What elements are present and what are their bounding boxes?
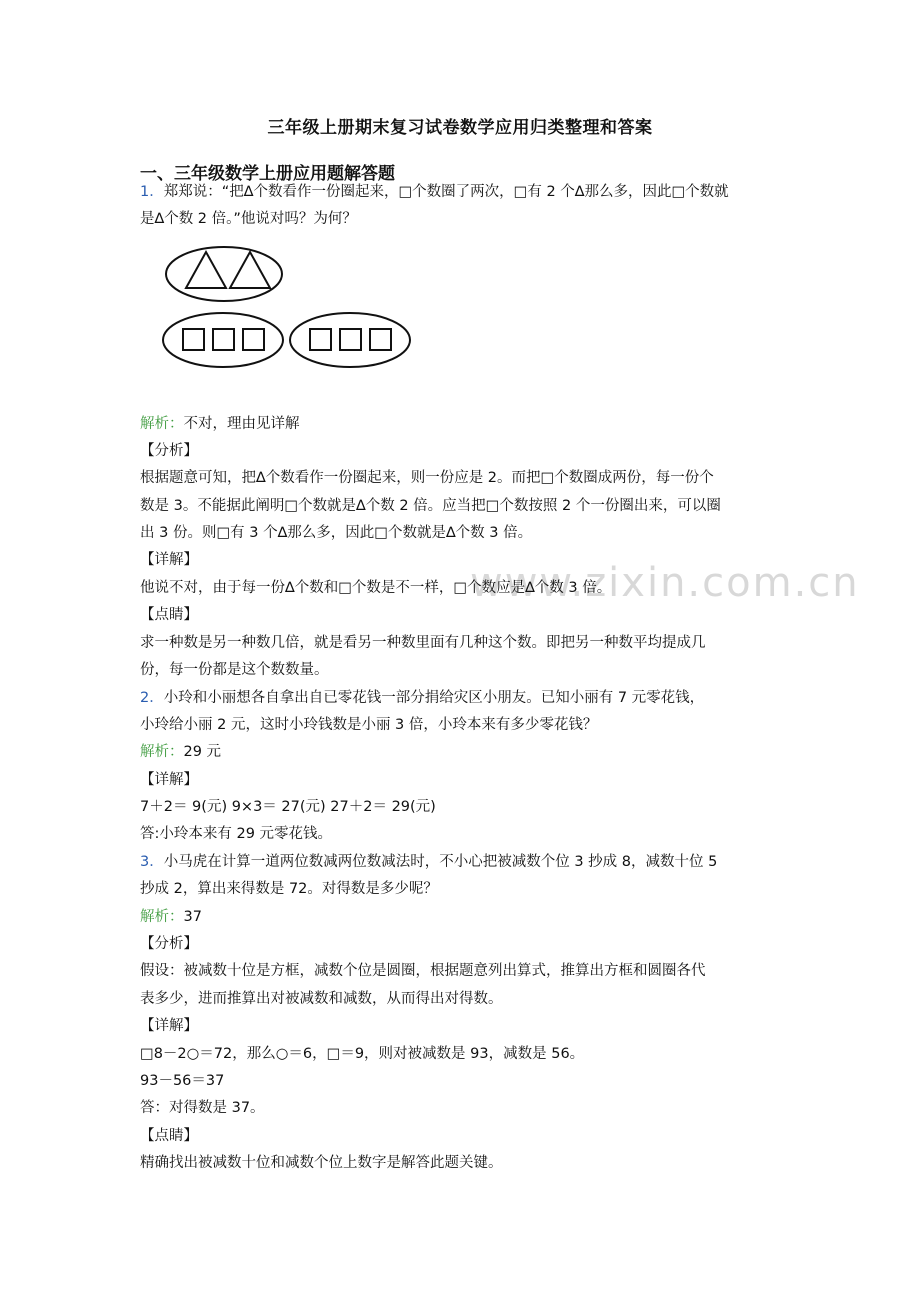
q2-text1: 小玲和小丽想各自拿出自已零花钱一部分捐给灾区小朋友。已知小丽有 7 元零花钱， [163, 690, 705, 706]
q2-answer-text: 29 元 [183, 744, 222, 760]
q3-line2: 抄成 2，算出来得数是 72。对得数是多少呢？ [140, 881, 438, 897]
q1-analysis1: 根据题意可知，把∆个数看作一份圈起来，则一份应是 2。而把□个数圈成两份，每一份个 [140, 470, 714, 486]
square-shape [213, 329, 234, 350]
watermark: www.zixin.com.cn [470, 560, 860, 606]
q3-number: 3． [140, 854, 164, 870]
q1-line1 [140, 179, 780, 206]
q2-answer-label: 解析： [140, 744, 184, 760]
q3-text1: 小马虎在计算一道两位数减两位数减法时，不小心把被减数个位 3 抄成 8，减数十位 5 [163, 854, 718, 870]
q1-line2: 是∆个数 2 倍。”他说对吗？为何？ [140, 211, 357, 227]
q1-detail-head: 【详解】 [140, 552, 198, 568]
q1-figure [160, 243, 420, 373]
q1-point2: 份，每一份都是这个数数量。 [140, 662, 329, 678]
q3-analysis-head: 【分析】 [140, 936, 198, 952]
square-shape [183, 329, 204, 350]
q3-detail2: 93－56＝37 [140, 1073, 225, 1089]
triangle-group [166, 247, 282, 301]
square-shape [370, 329, 391, 350]
q2-answer [140, 739, 780, 766]
q1-answer-text: 不对，理由见详解 [183, 416, 300, 432]
q3-analysis2: 表多少，进而推算出对被减数和减数，从而得出对得数。 [140, 991, 503, 1007]
q3-analysis1: 假设：被减数十位是方框，减数个位是圆圈，根据题意列出算式，推算出方框和圆圈各代 [140, 963, 706, 979]
triangle-oval [166, 247, 282, 301]
q1-answer [140, 411, 780, 438]
q3-point1: 精确找出被减数十位和减数个位上数字是解答此题关键。 [140, 1155, 503, 1171]
q1-number: 1． [140, 184, 164, 200]
q1-analysis2: 数是 3。不能据此阐明□个数就是∆个数 2 倍。应当把□个数按照 2 个一份圈出来，可以圈 [140, 498, 721, 514]
q2-reply: 答:小玲本来有 29 元零花钱。 [140, 826, 333, 842]
square-shape [310, 329, 331, 350]
q1-analysis3: 出 3 份。则□有 3 个∆那么多，因此□个数就是∆个数 3 倍。 [140, 525, 533, 541]
page-title: 三年级上册期末复习试卷数学应用归类整理和答案 [267, 118, 653, 138]
q3-answer-label: 解析： [140, 909, 184, 925]
q2-line1 [140, 685, 780, 712]
q3-line1 [140, 849, 780, 876]
q2-detail-head: 【详解】 [140, 772, 198, 788]
q3-point-head: 【点睛】 [140, 1128, 198, 1144]
q3-answer-text: 37 [183, 909, 202, 925]
square-group-1 [163, 313, 283, 367]
triangle-shape-1 [186, 252, 226, 288]
q1-answer-label: 解析： [140, 416, 184, 432]
square-shape [243, 329, 264, 350]
square-shape [340, 329, 361, 350]
q1-point1: 求一种数是另一种数几倍，就是看另一种数里面有几种这个数。即把另一种数平均提成几 [140, 635, 706, 651]
q3-detail1: □8－2○＝72，那么○＝6，□＝9，则对被减数是 93，减数是 56。 [140, 1046, 585, 1062]
q1-text1: 郑郑说：“把∆个数看作一份圈起来，□个数圈了两次，□有 2 个∆那么多，因此□个数就 [163, 184, 729, 200]
q3-detail-head: 【详解】 [140, 1018, 198, 1034]
q1-analysis-head: 【分析】 [140, 443, 198, 459]
section-heading: 一、三年级数学上册应用题解答题 [140, 164, 395, 184]
triangle-shape-2 [230, 252, 270, 288]
q1-detail: 他说不对，由于每一份∆个数和□个数是不一样，□个数应是∆个数 3 倍。 [140, 580, 612, 596]
q2-calc: 7＋2＝ 9(元) 9×3＝ 27(元) 27＋2＝ 29(元) [140, 799, 436, 815]
q3-answer [140, 904, 780, 931]
q3-detail3: 答：对得数是 37。 [140, 1100, 265, 1116]
square-group-2 [290, 313, 410, 367]
q1-point-head: 【点睛】 [140, 607, 198, 623]
q2-line2: 小玲给小丽 2 元，这时小玲钱数是小丽 3 倍，小玲本来有多少零花钱？ [140, 717, 598, 733]
q2-number: 2． [140, 690, 164, 706]
